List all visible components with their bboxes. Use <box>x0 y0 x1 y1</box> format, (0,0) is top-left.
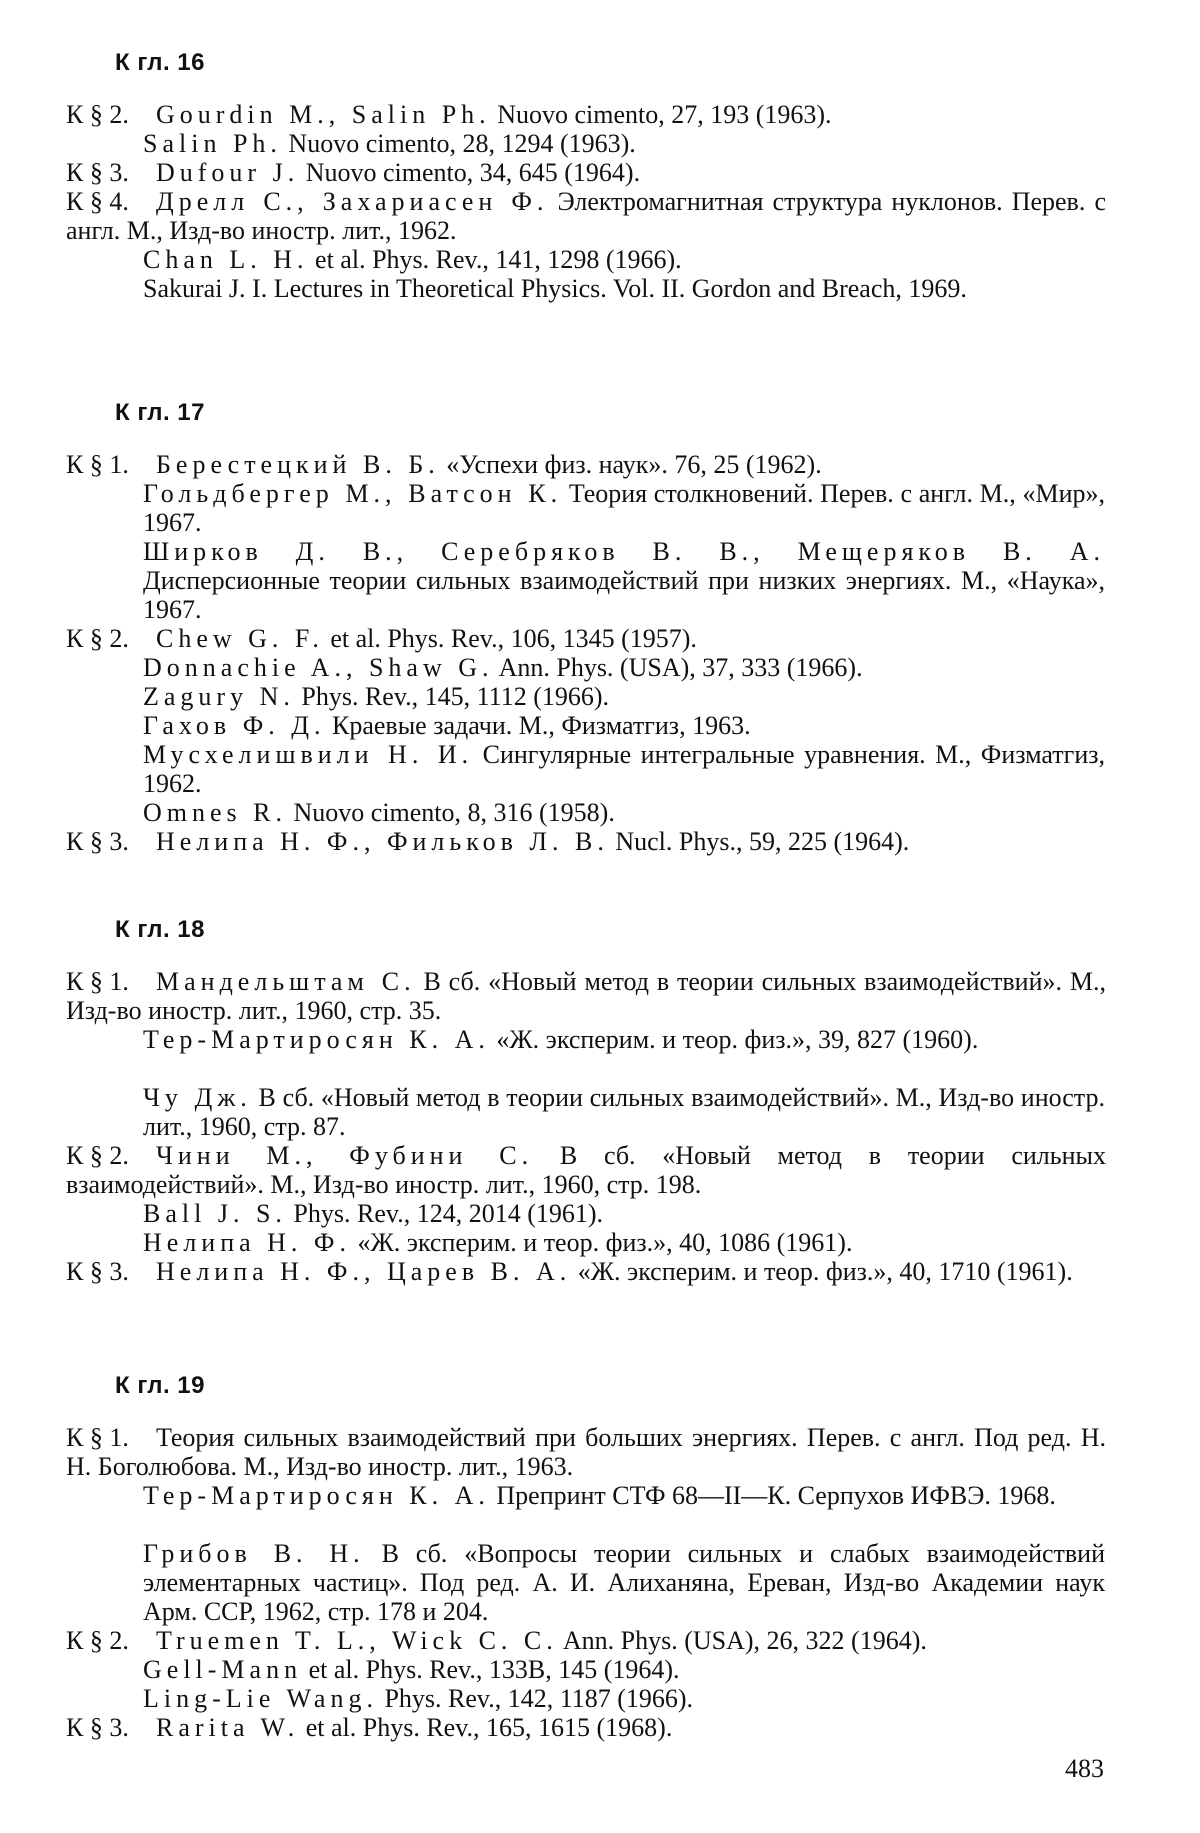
section-label: К § 3. <box>66 1713 129 1742</box>
reference-text: Nuovo cimento, 8, 316 (1958). <box>287 798 615 827</box>
reference-text: Nuovo cimento, 27, 193 (1963). <box>490 100 832 129</box>
reference-entry <box>66 158 1106 187</box>
section-label: К § 2. <box>66 1626 129 1655</box>
section-label: К § 3. <box>66 827 129 856</box>
reference-author: Нелипа Н. Ф., Царев В. А. <box>156 1257 572 1286</box>
reference-text: Ann. Phys. (USA), 26, 322 (1964). <box>557 1626 927 1655</box>
reference-entry <box>66 1423 1106 1481</box>
reference-entry <box>143 1684 1105 1713</box>
reference-author: Ширков Д. В., Серебряков В. В., Мещеряков В. А. <box>143 537 1105 566</box>
reference-entry <box>143 1083 1105 1141</box>
reference-author: Zagury N. <box>143 682 295 711</box>
reference-author: Rarita W. <box>156 1713 300 1742</box>
reference-author: Salin Ph. <box>143 129 282 158</box>
reference-author: Gourdin M., Salin Ph. <box>156 100 491 129</box>
section-label: К § 3. <box>66 158 129 187</box>
reference-text: В сб. «Новый метод в теории сильных взаимодействий». М., Изд-во иностр. лит., 1960, стр. 87. <box>143 1083 1105 1141</box>
reference-entry <box>66 100 1106 129</box>
reference-entry <box>143 479 1105 537</box>
reference-text: «Ж. эксперим. и теор. физ.», 40, 1086 (1961). <box>350 1228 853 1257</box>
reference-entry <box>66 1626 1106 1655</box>
reference-author: Гольдбергер М., Ватсон К. <box>143 479 563 508</box>
reference-text: Nuovo cimento, 28, 1294 (1963). <box>281 129 636 158</box>
reference-entry <box>143 129 1105 158</box>
reference-author: Чу Дж. <box>143 1083 252 1112</box>
reference-entry <box>66 187 1106 245</box>
reference-entry <box>66 1257 1106 1286</box>
chapter-heading: К гл. 16 <box>115 49 205 76</box>
reference-entry <box>66 1141 1106 1199</box>
reference-entry <box>143 653 1105 682</box>
reference-entry <box>66 827 1106 856</box>
reference-text: et al. Phys. Rev., 133B, 145 (1964). <box>302 1655 680 1684</box>
reference-text: Phys. Rev., 145, 1112 (1966). <box>294 682 610 711</box>
reference-entry <box>143 711 1105 740</box>
reference-entry <box>66 624 1106 653</box>
reference-entry <box>143 1655 1105 1684</box>
reference-entry <box>143 245 1105 274</box>
reference-text: Электромагнитная структура нуклонов. Перев. с англ. М., Изд-во иностр. лит., 1962. <box>66 187 1106 245</box>
reference-entry <box>143 682 1105 711</box>
reference-text: Краевые задачи. М., Физматгиз, 1963. <box>325 711 751 740</box>
reference-text: Phys. Rev., 142, 1187 (1966). <box>377 1684 694 1713</box>
reference-text: Lectures in Theoretical Physics. Vol. II. Gordon and Breach, 1969. <box>267 274 967 303</box>
reference-entry <box>66 450 1106 479</box>
reference-text: Nuovo cimento, 34, 645 (1964). <box>299 158 641 187</box>
reference-text: Phys. Rev., 124, 2014 (1961). <box>286 1199 604 1228</box>
reference-text: Ann. Phys. (USA), 37, 333 (1966). <box>493 653 863 682</box>
reference-author: Мандельштам С. <box>156 967 416 996</box>
reference-entry <box>143 740 1105 798</box>
section-label: К § 2. <box>66 100 129 129</box>
reference-author: Dufour J. <box>156 158 300 187</box>
reference-author: Гахов Ф. Д. <box>143 711 326 740</box>
reference-entry <box>143 274 1105 303</box>
reference-author: Chan L. H. <box>143 245 309 274</box>
section-label: К § 1. <box>66 1423 129 1452</box>
reference-author: Donnachie A., Shaw G. <box>143 653 494 682</box>
reference-author: Sakurai J. I. <box>143 274 268 303</box>
page-number: 483 <box>1065 1754 1104 1783</box>
reference-author: Грибов В. Н. <box>143 1539 365 1568</box>
reference-entry <box>143 798 1105 827</box>
reference-text: В сб. «Вопросы теории сильных и слабых взаимодействий элементарных частиц». Под ред. А. И. Алиханяна, Ереван, Изд-во Академии наук Арм. ССР, 1962, стр. 178 и 204. <box>143 1539 1105 1626</box>
chapter-heading: К гл. 19 <box>115 1372 205 1399</box>
reference-entry <box>143 1539 1105 1626</box>
reference-text: et al. Phys. Rev., 165, 1615 (1968). <box>299 1713 673 1742</box>
section-label: К § 1. <box>66 967 129 996</box>
reference-text: В сб. «Новый метод в теории сильных взаимодействий». М., Изд-во иностр. лит., 1960, стр. 198. <box>66 1141 1106 1199</box>
section-label: К § 2. <box>66 1141 129 1170</box>
reference-text: Сингулярные интегральные уравнения. М., Физматгиз, 1962. <box>143 740 1105 798</box>
chapter-heading: К гл. 17 <box>115 399 205 426</box>
reference-author: Ling-Lie Wang. <box>143 1684 378 1713</box>
chapter-heading: К гл. 18 <box>115 916 205 943</box>
reference-text: «Ж. эксперим. и теор. физ.», 39, 827 (1960). <box>489 1025 979 1054</box>
reference-text: et al. Phys. Rev., 141, 1298 (1966). <box>308 245 682 274</box>
reference-author: Нелипа Н. Ф., Фильков Л. В. <box>156 827 609 856</box>
reference-author: Нелипа Н. Ф. <box>143 1228 351 1257</box>
reference-author: Берестецкий В. Б. <box>156 450 440 479</box>
reference-entry <box>66 1713 1106 1742</box>
reference-entry <box>66 967 1106 1025</box>
reference-entry <box>143 1199 1105 1228</box>
section-label: К § 3. <box>66 1257 129 1286</box>
reference-text: Дисперсионные теории сильных взаимодействий при низких энергиях. М., «Наука», 1967. <box>143 566 1105 624</box>
reference-text: «Успехи физ. наук». 76, 25 (1962). <box>439 450 822 479</box>
reference-text: Nucl. Phys., 59, 225 (1964). <box>608 827 910 856</box>
reference-author: Дрелл С., Захариасен Ф. <box>156 187 549 216</box>
reference-text: «Ж. эксперим. и теор. физ.», 40, 1710 (1961). <box>571 1257 1073 1286</box>
reference-author: Тер-Мартиросян К. А. <box>143 1025 490 1054</box>
reference-author: Чини М., Фубини С. <box>156 1141 534 1170</box>
section-label: К § 4. <box>66 187 129 216</box>
reference-author: Chew G. F. <box>156 624 324 653</box>
reference-entry <box>143 1481 1105 1510</box>
reference-text: Теория столкновений. Перев. с англ. М., «Мир», 1967. <box>143 479 1105 537</box>
reference-author: Тер-Мартиросян К. А. <box>143 1481 490 1510</box>
section-label: К § 1. <box>66 450 129 479</box>
reference-text: Теория сильных взаимодействий при больших энергиях. Перев. с англ. Под ред. Н. Н. Боголюбова. М., Изд-во иностр. лит., 1963. <box>66 1423 1106 1481</box>
reference-text: et al. Phys. Rev., 106, 1345 (1957). <box>323 624 697 653</box>
reference-text: Препринт СТФ 68—II—К. Серпухов ИФВЭ. 1968. <box>489 1481 1056 1510</box>
reference-author: Omnes R. <box>143 798 287 827</box>
reference-author: Мусхелишвили Н. И. <box>143 740 474 769</box>
reference-entry <box>143 537 1105 624</box>
reference-author: Ball J. S. <box>143 1199 287 1228</box>
reference-author: Gell-Mann <box>143 1655 303 1684</box>
reference-text: В сб. «Новый метод в теории сильных взаимодействий». М., Изд-во иностр. лит., 1960, стр. 35. <box>66 967 1106 1025</box>
reference-entry <box>143 1228 1105 1257</box>
reference-entry <box>143 1025 1105 1054</box>
reference-author: Truemen T. L., Wick C. C. <box>156 1626 558 1655</box>
section-label: К § 2. <box>66 624 129 653</box>
